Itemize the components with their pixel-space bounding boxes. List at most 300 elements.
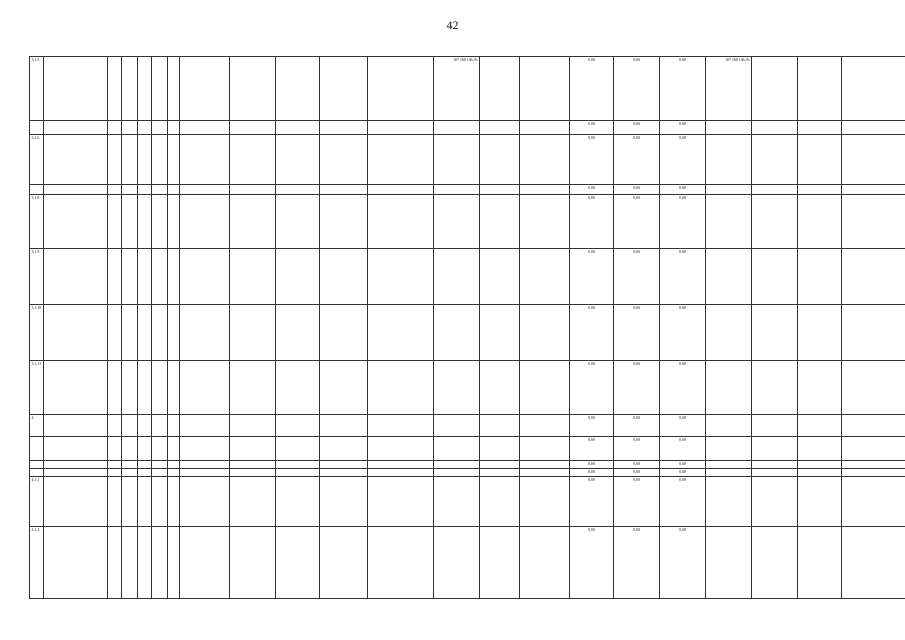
table-cell (122, 361, 138, 415)
table-cell (276, 305, 320, 361)
table-cell (320, 415, 368, 437)
table-cell (842, 185, 905, 195)
table-cell (168, 305, 180, 361)
table-cell (368, 361, 434, 415)
table-cell (368, 185, 434, 195)
table-cell (44, 185, 108, 195)
table-cell (138, 437, 152, 461)
table-cell (434, 415, 480, 437)
table-cell: 0,00 (660, 527, 706, 599)
table-cell (434, 461, 480, 469)
table-cell: 3.1.5 (30, 57, 44, 121)
table-cell (108, 121, 122, 135)
table-cell (798, 527, 842, 599)
table-cell (798, 469, 842, 477)
table-cell (368, 469, 434, 477)
table-cell (138, 57, 152, 121)
table-cell (842, 57, 905, 121)
table-cell (108, 415, 122, 437)
table-cell (706, 305, 752, 361)
table-cell: 0,00 (614, 415, 660, 437)
table-cell (706, 249, 752, 305)
table-cell (152, 57, 168, 121)
table-cell (138, 195, 152, 249)
table-cell (168, 185, 180, 195)
table-cell (480, 305, 520, 361)
table-cell (368, 415, 434, 437)
table-row (30, 527, 905, 599)
table-cell (276, 249, 320, 305)
table-cell (230, 305, 276, 361)
table-cell (230, 195, 276, 249)
table-cell: 0,00 (660, 185, 706, 195)
table-cell (122, 121, 138, 135)
table-cell (276, 185, 320, 195)
table-cell (180, 195, 230, 249)
table-cell (706, 477, 752, 527)
table-cell: 3.1.9 (30, 249, 44, 305)
table-cell (706, 469, 752, 477)
table-cell (842, 121, 905, 135)
table-cell (320, 461, 368, 469)
table-row (30, 249, 905, 305)
table-cell: 0,00 (614, 437, 660, 461)
table-row (30, 57, 905, 121)
table-cell (752, 57, 798, 121)
table-cell (798, 195, 842, 249)
table-cell (368, 527, 434, 599)
table-cell: 0,00 (570, 527, 614, 599)
table-cell (180, 461, 230, 469)
table-cell (152, 437, 168, 461)
table-cell (108, 477, 122, 527)
table-cell (122, 477, 138, 527)
table-cell (798, 249, 842, 305)
table-cell (798, 361, 842, 415)
table-cell (842, 305, 905, 361)
table-cell: 0,00 (570, 305, 614, 361)
table-cell (276, 469, 320, 477)
table-cell (276, 415, 320, 437)
table-cell: 0,00 (570, 361, 614, 415)
table-cell (138, 305, 152, 361)
table-cell (480, 437, 520, 461)
table-cell (122, 527, 138, 599)
table-cell: 0,00 (614, 469, 660, 477)
table-cell (230, 185, 276, 195)
table-cell (368, 477, 434, 527)
table-cell (44, 249, 108, 305)
table-cell (30, 469, 44, 477)
table-cell: 0,00 (614, 527, 660, 599)
table-cell (44, 477, 108, 527)
table-cell (168, 437, 180, 461)
table-cell (706, 185, 752, 195)
table-cell (152, 469, 168, 477)
table-cell (44, 527, 108, 599)
table-cell: 0,00 (614, 121, 660, 135)
table-cell: 0,00 (660, 249, 706, 305)
table-cell (276, 461, 320, 469)
table-cell (230, 437, 276, 461)
table-cell (152, 121, 168, 135)
table-cell: 107 160 146,33 (706, 57, 752, 121)
table-cell (230, 135, 276, 185)
table-cell (276, 527, 320, 599)
table-cell (798, 415, 842, 437)
table-cell (320, 469, 368, 477)
table-cell (520, 527, 570, 599)
table-cell (230, 121, 276, 135)
table-cell: 0,00 (614, 185, 660, 195)
table-cell: 0,00 (660, 135, 706, 185)
table-cell (44, 195, 108, 249)
table-cell (480, 469, 520, 477)
table-cell (230, 415, 276, 437)
table-cell (320, 185, 368, 195)
table-cell (320, 527, 368, 599)
table-cell (842, 477, 905, 527)
table-cell: 0,00 (660, 305, 706, 361)
table-cell (122, 437, 138, 461)
table-cell (276, 195, 320, 249)
table-cell (434, 195, 480, 249)
table-cell (320, 249, 368, 305)
table-cell (122, 415, 138, 437)
table-cell (480, 461, 520, 469)
table-cell (434, 249, 480, 305)
table-cell: 0,00 (660, 477, 706, 527)
table-cell (108, 469, 122, 477)
table-cell (798, 305, 842, 361)
table-cell (752, 361, 798, 415)
table-cell: 0,00 (570, 415, 614, 437)
table-cell (30, 121, 44, 135)
table-cell (180, 527, 230, 599)
table-cell: 0,00 (570, 57, 614, 121)
table-cell (152, 527, 168, 599)
table-cell (706, 361, 752, 415)
table-cell (230, 477, 276, 527)
table-cell (168, 195, 180, 249)
table-cell (368, 461, 434, 469)
table-cell: 0,00 (660, 415, 706, 437)
table-cell (842, 461, 905, 469)
table-cell (108, 527, 122, 599)
table-cell (276, 135, 320, 185)
table-cell (138, 477, 152, 527)
table-cell (434, 469, 480, 477)
table-cell (842, 361, 905, 415)
table-cell (706, 195, 752, 249)
table-cell: 0,00 (570, 121, 614, 135)
table-cell: 0,00 (570, 249, 614, 305)
table-cell (842, 527, 905, 599)
table-cell (276, 477, 320, 527)
table-cell (434, 121, 480, 135)
table-cell: 0,00 (660, 461, 706, 469)
table-cell (168, 121, 180, 135)
table-cell (44, 437, 108, 461)
table-cell (180, 361, 230, 415)
table-cell (320, 121, 368, 135)
table-cell (108, 185, 122, 195)
table-cell (152, 415, 168, 437)
table-cell: 0,00 (660, 121, 706, 135)
table-cell (434, 527, 480, 599)
table-cell (752, 195, 798, 249)
table-cell (752, 461, 798, 469)
table-cell (152, 249, 168, 305)
table-cell (320, 361, 368, 415)
table-cell (122, 185, 138, 195)
table-cell (706, 461, 752, 469)
table-cell (168, 527, 180, 599)
table-cell: 0,00 (660, 469, 706, 477)
table-cell (368, 305, 434, 361)
table-cell (320, 437, 368, 461)
table-cell (752, 185, 798, 195)
table-row (30, 361, 905, 415)
table-cell (44, 461, 108, 469)
table-cell (752, 469, 798, 477)
table-cell (752, 415, 798, 437)
table-cell (842, 469, 905, 477)
table-cell (520, 249, 570, 305)
table-cell (180, 469, 230, 477)
table-cell (434, 477, 480, 527)
table-cell (276, 57, 320, 121)
table-cell (520, 361, 570, 415)
table-cell (520, 121, 570, 135)
table-cell (152, 185, 168, 195)
table-cell (434, 361, 480, 415)
table-cell (108, 135, 122, 185)
table-row (30, 185, 905, 195)
table-cell (30, 185, 44, 195)
table-cell (44, 57, 108, 121)
table-cell (752, 135, 798, 185)
table-cell (368, 249, 434, 305)
table-cell: 0,00 (614, 135, 660, 185)
table-cell (752, 477, 798, 527)
table-cell: 0,00 (660, 361, 706, 415)
table-cell (138, 461, 152, 469)
table-cell: 4.1.1 (30, 477, 44, 527)
table-cell (152, 477, 168, 527)
table-cell: 3.1.8 (30, 195, 44, 249)
page-number: 42 (446, 18, 459, 32)
table-cell (152, 305, 168, 361)
table-cell (180, 477, 230, 527)
table-cell (434, 185, 480, 195)
table-cell (798, 185, 842, 195)
table-cell (480, 527, 520, 599)
table-cell (842, 135, 905, 185)
table-cell (320, 195, 368, 249)
table-cell (520, 305, 570, 361)
table-cell (108, 305, 122, 361)
table-cell: 0,00 (614, 249, 660, 305)
table-cell (152, 361, 168, 415)
table-cell (152, 461, 168, 469)
table-cell: 0,00 (660, 57, 706, 121)
table-cell (180, 305, 230, 361)
table-cell (122, 195, 138, 249)
table-cell (276, 121, 320, 135)
table-cell (368, 195, 434, 249)
table-cell (752, 121, 798, 135)
table-cell (320, 57, 368, 121)
table-cell (798, 121, 842, 135)
table-cell (230, 249, 276, 305)
table-cell (520, 469, 570, 477)
table-cell: 3.1.11 (30, 361, 44, 415)
table-cell (368, 135, 434, 185)
table-row (30, 469, 905, 477)
table-cell (152, 195, 168, 249)
table-cell (138, 415, 152, 437)
table-cell (168, 249, 180, 305)
table-cell (30, 437, 44, 461)
table-cell (44, 305, 108, 361)
table-cell (480, 249, 520, 305)
table-cell (480, 415, 520, 437)
table-cell (706, 135, 752, 185)
table-row (30, 415, 905, 437)
table-cell (798, 437, 842, 461)
table-cell (480, 135, 520, 185)
table-cell: 0,00 (570, 135, 614, 185)
table-cell (230, 469, 276, 477)
table-cell (108, 461, 122, 469)
table-cell (320, 477, 368, 527)
table-row (30, 461, 905, 469)
table-cell: 0,00 (660, 437, 706, 461)
table-cell (138, 121, 152, 135)
table-cell (168, 461, 180, 469)
table-cell (798, 477, 842, 527)
table-cell (752, 305, 798, 361)
table-cell (180, 135, 230, 185)
table-cell (520, 437, 570, 461)
table-cell (276, 361, 320, 415)
table-cell (122, 249, 138, 305)
table-cell (798, 135, 842, 185)
table-cell (180, 57, 230, 121)
table-cell (480, 185, 520, 195)
table-cell (230, 527, 276, 599)
table-cell (138, 249, 152, 305)
table-row (30, 135, 905, 185)
table-cell (122, 135, 138, 185)
table-cell (108, 437, 122, 461)
table-cell (434, 135, 480, 185)
table-cell (706, 527, 752, 599)
table-cell (138, 185, 152, 195)
table-row (30, 121, 905, 135)
table-cell (706, 121, 752, 135)
table-cell (44, 121, 108, 135)
table-cell (480, 121, 520, 135)
table-cell: 0,00 (570, 437, 614, 461)
table-cell (180, 437, 230, 461)
table-cell: 0,00 (614, 57, 660, 121)
table-cell: 0,00 (570, 461, 614, 469)
table-cell (706, 415, 752, 437)
table-cell (520, 185, 570, 195)
table-cell: 107 160 146,33 (434, 57, 480, 121)
table-cell (138, 527, 152, 599)
table-cell: 0,00 (614, 361, 660, 415)
table-row (30, 195, 905, 249)
table-cell (138, 135, 152, 185)
table-cell (798, 57, 842, 121)
table-cell (108, 361, 122, 415)
table-cell (122, 305, 138, 361)
table-cell (44, 469, 108, 477)
table-cell (434, 437, 480, 461)
table-cell (180, 249, 230, 305)
table-cell (122, 57, 138, 121)
table-cell (480, 57, 520, 121)
table-cell (180, 121, 230, 135)
table-cell (520, 477, 570, 527)
table-cell (842, 249, 905, 305)
table-cell (480, 477, 520, 527)
table-cell (842, 437, 905, 461)
budget-table (29, 56, 881, 599)
table-cell (752, 249, 798, 305)
table-row (30, 305, 905, 361)
table-cell (520, 195, 570, 249)
table-cell: 4.1.2 (30, 527, 44, 599)
table-cell: 0,00 (570, 477, 614, 527)
table-cell (368, 57, 434, 121)
table-row (30, 477, 905, 527)
table-cell (108, 57, 122, 121)
table-cell (168, 469, 180, 477)
table-cell (230, 57, 276, 121)
table-cell (230, 461, 276, 469)
table-cell (168, 361, 180, 415)
table-cell (520, 135, 570, 185)
table-cell (276, 437, 320, 461)
table-cell: 0,00 (614, 477, 660, 527)
table-cell: 0,00 (660, 195, 706, 249)
table-cell (434, 305, 480, 361)
table-cell (44, 361, 108, 415)
table-cell: 0,00 (570, 469, 614, 477)
table-cell (480, 195, 520, 249)
table-cell (520, 415, 570, 437)
table-cell (138, 361, 152, 415)
table-cell (798, 461, 842, 469)
table-cell: 0,00 (614, 461, 660, 469)
table-cell (108, 195, 122, 249)
table-cell (320, 135, 368, 185)
table-cell: 4 (30, 415, 44, 437)
table-cell: 0,00 (570, 195, 614, 249)
table-cell: 0,00 (570, 185, 614, 195)
table-cell (520, 57, 570, 121)
table-row (30, 437, 905, 461)
table-cell (30, 461, 44, 469)
table-cell: 3.1.6 (30, 135, 44, 185)
table-cell (520, 461, 570, 469)
table-cell: 0,00 (614, 305, 660, 361)
table-cell (842, 415, 905, 437)
